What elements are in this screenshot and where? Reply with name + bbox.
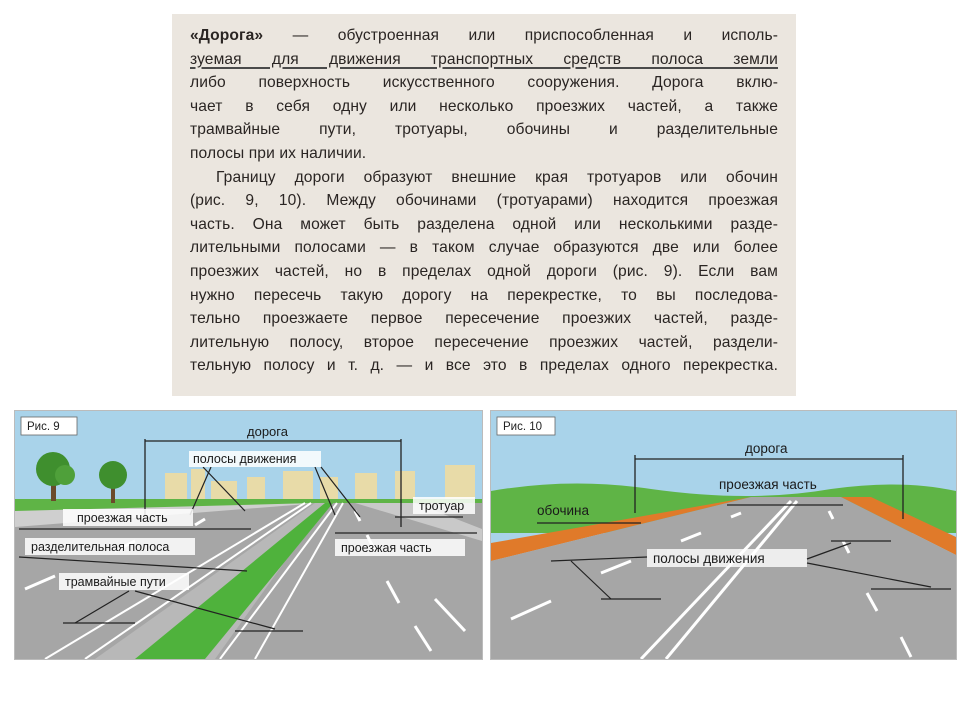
p2-line-5: нужно пересечь такую дорогу на перекрестке, то вы последова- xyxy=(190,286,778,304)
label-lanes: полосы движения xyxy=(193,452,297,466)
p1-line-2: либо поверхность искусственного сооружения. Дорога вклю- xyxy=(190,74,778,92)
p2-line-3: лительными полосами — в таком случае образуются две или более xyxy=(190,239,778,257)
label-road: дорога xyxy=(745,441,788,456)
definition-paragraph xyxy=(190,24,778,166)
figure-10-illustration xyxy=(491,411,956,659)
p2-line-0: Границу дороги образуют внешние края тротуаров или обочин xyxy=(216,168,778,186)
label-carriageway: проезжая часть xyxy=(719,477,817,492)
p2-line-1: (рис. 9, 10). Между обочинами (тротуарами) находится проезжая xyxy=(190,192,778,210)
p2-line-2: часть. Она может быть разделена одной или несколькими разде- xyxy=(190,215,778,233)
figure-10 xyxy=(490,410,957,660)
p1-line-0: «Дорога» — обустроенная или приспособленная и исполь- xyxy=(190,27,778,44)
label-carriageway-right: проезжая часть xyxy=(341,541,432,555)
p2-line-7: лительную полосу, второе пересечение проезжих частей, раздели- xyxy=(190,333,778,351)
figure-9-illustration xyxy=(15,411,482,659)
p2-line-8: тельную полосу и т. д. — и все это в пределах одного перекрестка. xyxy=(190,357,778,375)
label-divider: разделительная полоса xyxy=(31,540,170,554)
p1-line-1: зуемая для движения транспортных средств полоса земли xyxy=(190,50,778,68)
label-lanes: полосы движения xyxy=(653,551,765,566)
figure-9-caption: Рис. 9 xyxy=(27,421,60,433)
p1-line-4: трамвайные пути, тротуары, обочины и разделительные xyxy=(190,121,778,139)
p1-line-5: полосы при их наличии. xyxy=(190,144,367,162)
label-tram: трамвайные пути xyxy=(65,575,166,589)
figure-10-caption: Рис. 10 xyxy=(503,421,543,433)
p2-line-6: тельно проезжаете первое пересечение проезжих частей, разде- xyxy=(190,310,778,328)
textbook-excerpt xyxy=(172,14,796,396)
p2-line-4: проезжих частей, но в пределах одной дороги (рис. 9). Если вам xyxy=(190,262,778,280)
p1-line-3: чает в себя одну или несколько проезжих частей, а также xyxy=(190,97,778,115)
term-road: «Дорога» xyxy=(190,27,264,44)
label-carriageway-left: проезжая часть xyxy=(77,511,168,525)
boundary-paragraph xyxy=(190,166,778,378)
figure-9 xyxy=(14,410,483,660)
label-shoulder: обочина xyxy=(537,503,589,518)
label-road: дорога xyxy=(247,424,288,439)
label-sidewalk: тротуар xyxy=(419,499,465,513)
